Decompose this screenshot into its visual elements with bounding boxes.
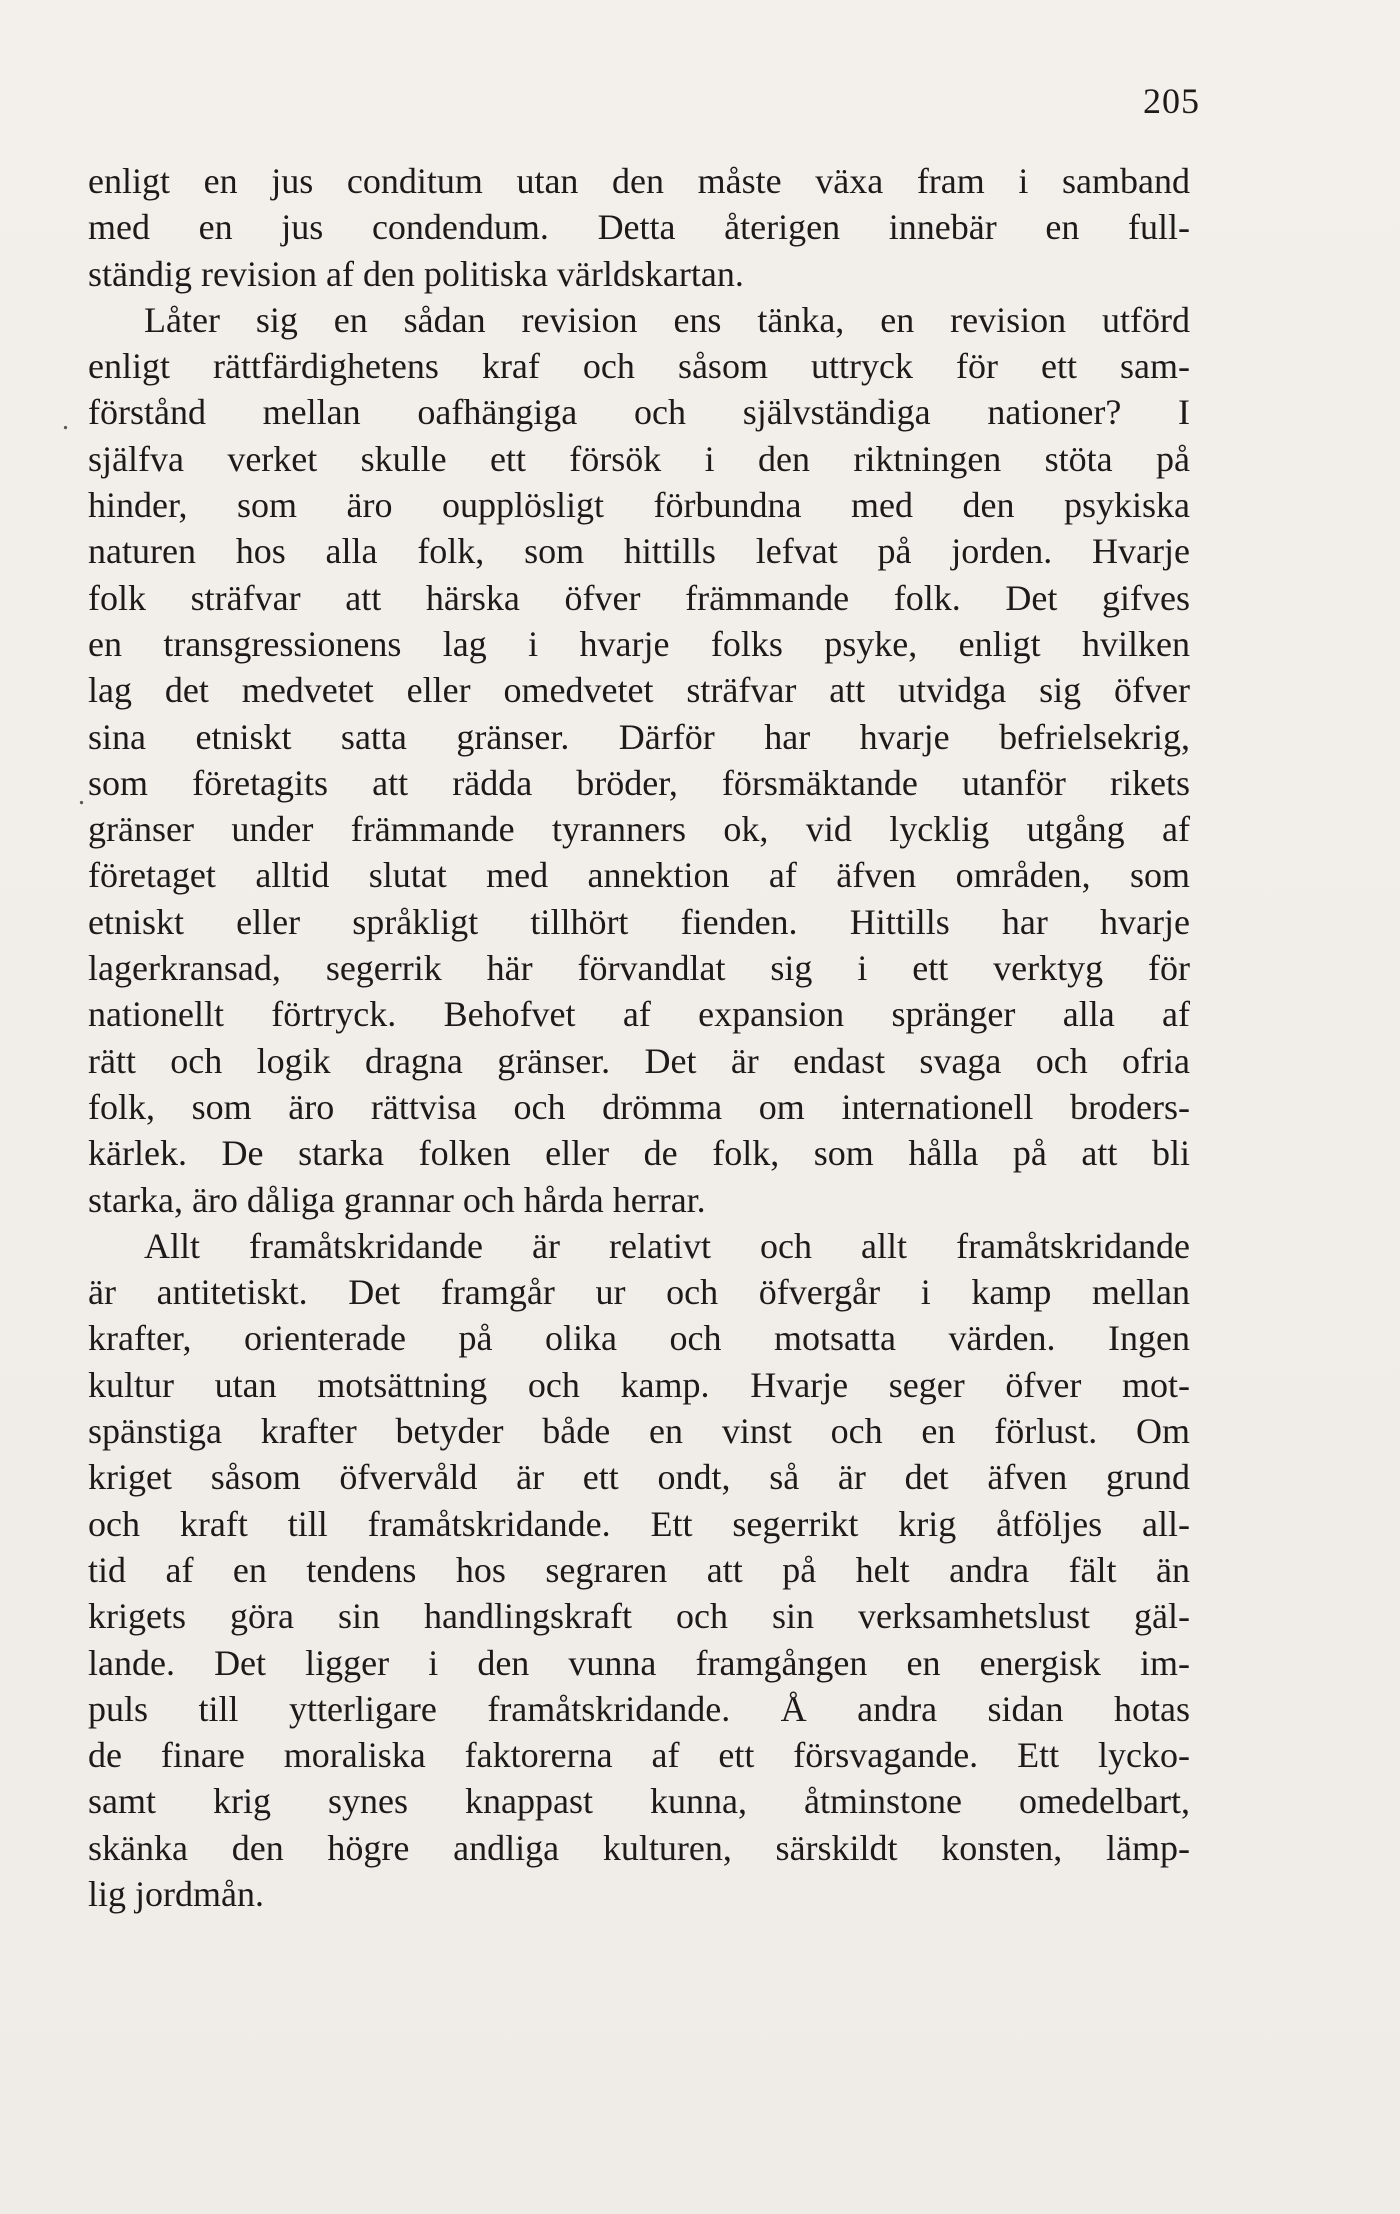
margin-speck: .: [78, 780, 85, 811]
text-line: rätt och logik dragna gränser. Det är endast svaga och ofria: [88, 1040, 1190, 1081]
text-line: lagerkransad, segerrik här förvandlat sig i ett verktyg för: [88, 948, 1190, 989]
text-line: lag det medvetet eller omedvetet sträfvar att utvidga sig öfver: [88, 670, 1190, 711]
text-line: enligt en jus conditum utan den måste växa fram i samband: [88, 161, 1190, 201]
text-line: är antitetiskt. Det framgår ur och öfvergår i kamp mellan: [88, 1272, 1190, 1313]
text-line: gränser under främmande tyranners ok, vid lycklig utgång af: [88, 809, 1190, 850]
body-text: [88, 158, 1190, 1917]
text-line: kärlek. De starka folken eller de folk, som hålla på att bli: [88, 1133, 1190, 1174]
text-line: och kraft till framåtskridande. Ett segerrikt krig åtföljes all-: [88, 1503, 1190, 1544]
text-line: själfva verket skulle ett försök i den riktningen stöta på: [88, 438, 1190, 479]
text-line: krigets göra sin handlingskraft och sin verksamhetslust gäl-: [88, 1596, 1190, 1637]
text-line: med en jus condendum. Detta återigen innebär en full-: [88, 207, 1190, 248]
text-line: förstånd mellan oafhängiga och självständiga nationer? I: [88, 392, 1190, 433]
text-line: kultur utan motsättning och kamp. Hvarje seger öfver mot-: [88, 1364, 1190, 1405]
text-line: hinder, som äro oupplösligt förbundna med den psykiska: [88, 485, 1190, 526]
text-line: de finare moraliska faktorerna af ett försvagande. Ett lycko-: [88, 1735, 1190, 1776]
text-line: nationellt förtryck. Behofvet af expansion spränger alla af: [88, 994, 1190, 1035]
text-line: etniskt eller språkligt tillhört fienden. Hittills har hvarje: [88, 901, 1190, 942]
text-line: som företagits att rädda bröder, försmäktande utanför rikets: [88, 762, 1190, 803]
text-line: en transgressionens lag i hvarje folks psyke, enligt hvilken: [88, 623, 1190, 664]
text-line: kriget såsom öfvervåld är ett ondt, så är det äfven grund: [88, 1457, 1190, 1498]
text-line: samt krig synes knappast kunna, åtminstone omedelbart,: [88, 1781, 1190, 1822]
text-line: skänka den högre andliga kulturen, särskildt konsten, lämp-: [88, 1827, 1190, 1868]
margin-speck: .: [62, 405, 69, 436]
text-line: enligt rättfärdighetens kraf och såsom uttryck för ett sam-: [88, 346, 1190, 387]
text-line: lig jordmån.: [88, 1873, 264, 1914]
text-line: puls till ytterligare framåtskridande. Å andra sidan hotas: [88, 1688, 1190, 1729]
text-line: lande. Det ligger i den vunna framgången en energisk im-: [88, 1642, 1190, 1683]
text-line: sina etniskt satta gränser. Därför har hvarje befrielsekrig,: [88, 716, 1190, 757]
page-number: 205: [1143, 81, 1200, 121]
text-line: naturen hos alla folk, som hittills lefvat på jorden. Hvarje: [88, 531, 1190, 572]
text-line: Allt framåtskridande är relativt och allt framåtskridande: [144, 1225, 1190, 1266]
text-line: krafter, orienterade på olika och motsatta värden. Ingen: [88, 1318, 1190, 1359]
text-line: folk sträfvar att härska öfver främmande folk. Det gifves: [88, 577, 1190, 618]
text-line: ständig revision af den politiska världskartan.: [88, 253, 744, 294]
text-line: spänstiga krafter betyder både en vinst och en förlust. Om: [88, 1411, 1190, 1452]
text-line: Låter sig en sådan revision ens tänka, en revision utförd: [144, 299, 1190, 340]
text-line: starka, äro dåliga grannar och hårda herrar.: [88, 1179, 706, 1220]
text-line: företaget alltid slutat med annektion af äfven områden, som: [88, 855, 1190, 896]
text-line: folk, som äro rättvisa och drömma om internationell broders-: [88, 1086, 1190, 1127]
text-line: tid af en tendens hos segraren att på helt andra fält än: [88, 1549, 1190, 1590]
